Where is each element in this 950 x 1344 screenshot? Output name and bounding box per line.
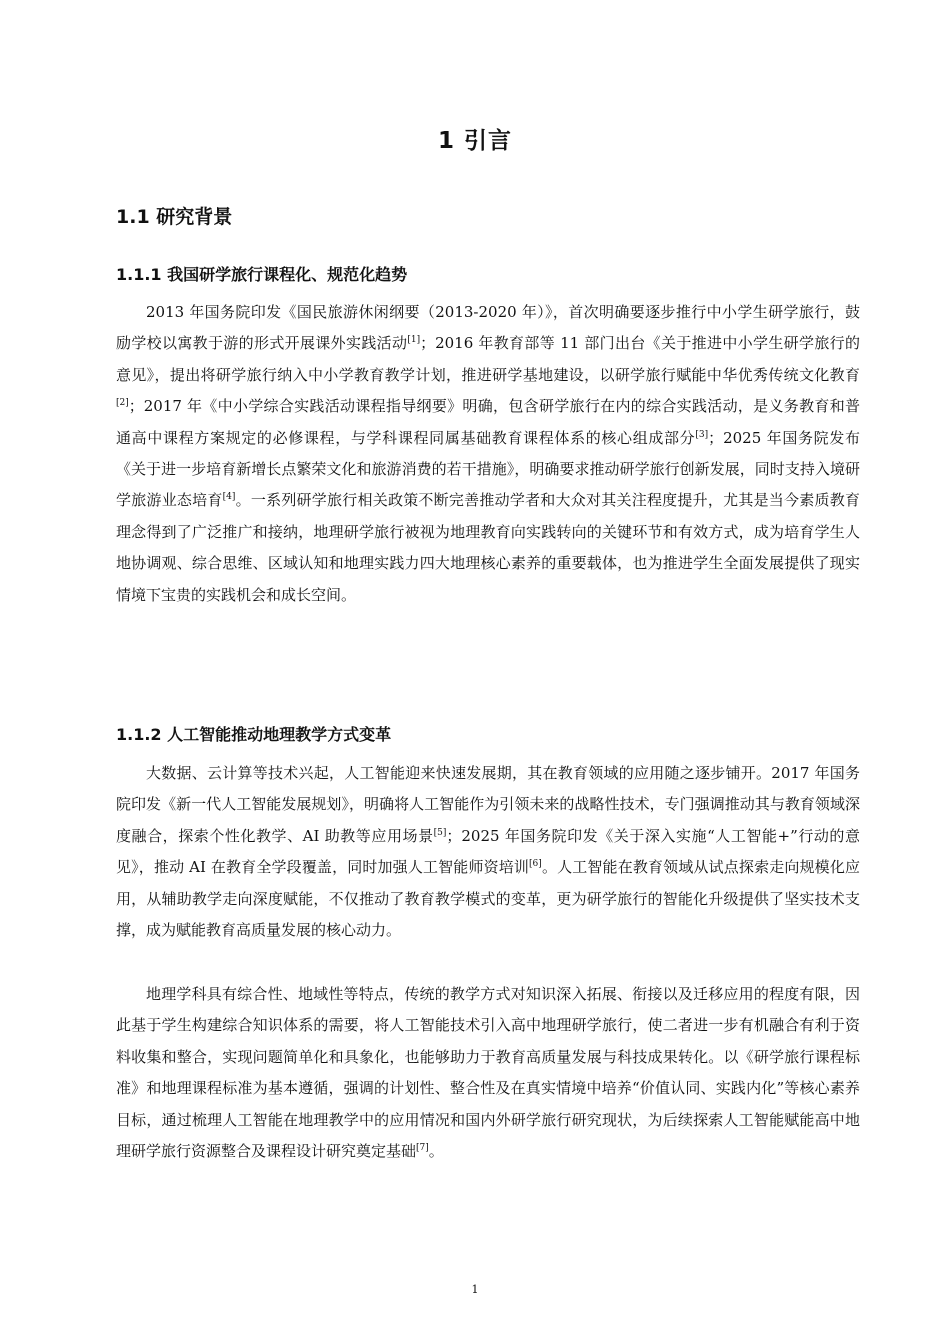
citation: [6] [529,859,542,870]
subsection-heading-1: 1.1.1 我国研学旅行课程化、规范化趋势 [116,265,408,284]
citation: [1] [407,335,421,346]
subsection-heading-2: 1.1.2 人工智能推动地理教学方式变革 [116,725,392,744]
citation: [3] [695,429,709,440]
citation: [7] [416,1143,429,1154]
paragraph-1: 2013 年国务院印发《国民旅游休闲纲要（2013-2020 年）》，首次明确要逐步推行中小学生研学旅行，鼓励学校以寓教于游的形式开展课外实践活动[1]；2016 年教育部等 11 部门出台《关于推进中小学生研学旅行的意见》，提出将研学旅行纳入中小学教育教学计划，推进研学基地建设，以研学旅行赋能中华优秀传统文化教育[2]；2017 年《中小学综合实践活动课程指导纲要》明确，包含研学旅行在内的综合实践活动，是义务教育和普通高中课程方案规定的必修课程，与学科课程同属基础教育课程体系的核心组成部分[3]；2025 年国务院发布《关于进一步培育新增长点繁荣文化和旅游消费的若干措施》，明确要求推动研学旅行创新发展，同时支持入境研学旅游业态培育[4]。一系列研学旅行相关政策不断完善推动学者和大众对其关注程度提升，尤其是当今素质教育理念得到了广泛推广和接纳，地理研学旅行被视为地理教育向实践转向的关键环节和有效方式，成为培育学生人地协调观、综合思维、区域认知和地理实践力四大地理核心素养的重要载体，也为推进学生全面发展提供了现实情境下宝贵的实践机会和成长空间。 [116,303,860,604]
citation: [5] [433,827,447,838]
page-number: 1 [471,1283,479,1296]
citation: [2] [116,398,129,409]
section-heading: 1.1 研究背景 [116,206,233,228]
citation: [4] [222,492,236,503]
paragraph-2: 大数据、云计算等技术兴起，人工智能迎来快速发展期，其在教育领域的应用随之逐步铺开。2017 年国务院印发《新一代人工智能发展规划》，明确将人工智能作为引领未来的战略性技术，专门强调推动其与教育领域深度融合，探索个性化教学、AI 助教等应用场景[5]；2025 年国务院印发《关于深入实施“人工智能+”行动的意见》，推动 AI 在教育全学段覆盖，同时加强人工智能师资培训[6]。人工智能在教育领域从试点探索走向规模化应用，从辅助教学走向深度赋能，不仅推动了教育教学模式的变革，更为研学旅行的智能化升级提供了坚实技术支撑，成为赋能教育高质量发展的核心动力。 [116,764,860,940]
chapter-title: 1 引言 [437,128,512,154]
paragraph-3: 地理学科具有综合性、地域性等特点，传统的教学方式对知识深入拓展、衔接以及迁移应用的程度有限，因此基于学生构建综合知识体系的需要，将人工智能技术引入高中地理研学旅行，使二者进一步有机融合有利于资料收集和整合，实现问题简单化和具象化，也能够助力于教育高质量发展与科技成果转化。以《研学旅行课程标准》和地理课程标准为基本遵循，强调的计划性、整合性及在真实情境中培养“价值认同、实践内化”等核心素养目标，通过梳理人工智能在地理教学中的应用情况和国内外研学旅行研究现状，为后续探索人工智能赋能高中地理研学旅行资源整合及课程设计研究奠定基础[7]。 [116,985,860,1161]
